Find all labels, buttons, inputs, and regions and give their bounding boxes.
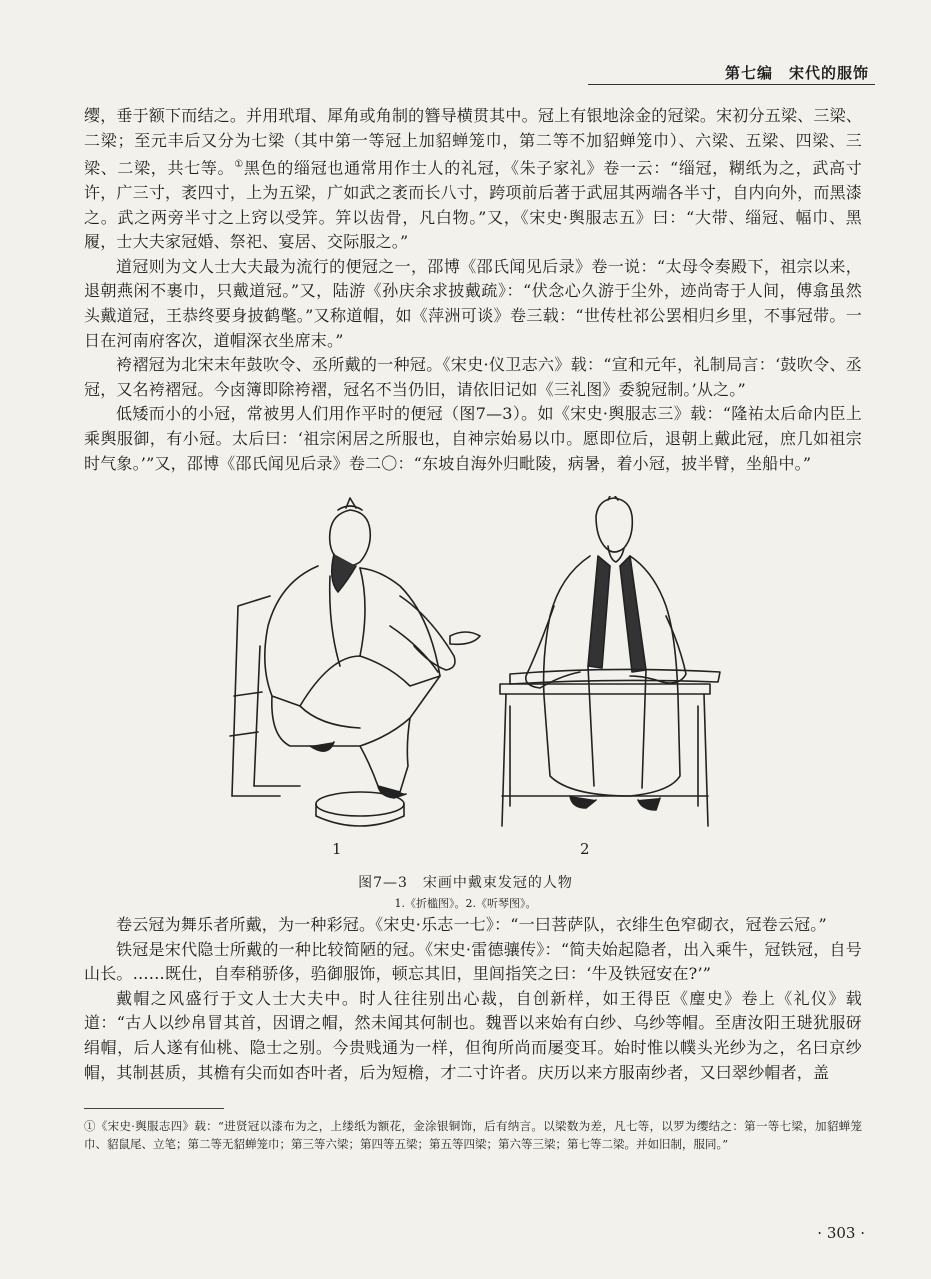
upper-text-block xyxy=(84,104,862,476)
footnote-rule xyxy=(84,1108,224,1109)
footnote-1: ①《宋史·舆服志四》载：“进贤冠以漆布为之，上缕纸为额花，金涂银铜饰，后有纳言。以梁数为差，凡七等，以罗为缨结之：第一等七梁，加貂蝉笼巾、貂鼠尾、立笔；第二等无貂蝉笼巾；第三等六梁；第四等五梁；第五等四梁；第六等三梁；第七等二梁。并如旧制，服同。” xyxy=(84,1119,862,1151)
figure-label-2: 2 xyxy=(580,840,590,858)
paragraph-text: 缨，垂于额下而结之。并用玳瑁、犀角或角制的簪导横贯其中。冠上有银地涂金的冠梁。宋初分五梁、三梁、二梁；至元丰后又分为七梁（其中第一等冠上加貂蝉笼巾，第二等不加貂蝉笼巾）、六梁、五梁、四梁、三梁、二梁，共七等。 xyxy=(84,106,862,178)
line-drawing-two-figures xyxy=(210,496,730,836)
paragraph-tie-guan: 铁冠是宋代隐士所戴的一种比较简陋的冠。《宋史·雷德骧传》：“简夫始起隐者，出入乘牛，冠铁冠，自号山长。……既仕，自奉稍骄侈，驺御服饰，顿忘其旧，里闾指笑之曰：‘牛及铁冠安在?’” xyxy=(84,939,862,984)
figure-label-1: 1 xyxy=(332,840,342,858)
paragraph-xiao-guan: 低矮而小的小冠，常被男人们用作平时的便冠（图7—3）。如《宋史·舆服志三》载：“隆祐太后命内臣上乘舆服御，有小冠。太后曰：‘祖宗闲居之所服也，自神宗始易以巾。愿即位后，退朝上戴此冠，庶几如祖宗时气象。’”又，邵博《邵氏闻见后录》卷二〇：“东坡自海外归毗陵，病暑，着小冠，披半臂，坐船中。” xyxy=(84,404,862,473)
qin-player-figure-drawing xyxy=(500,496,720,826)
header-rule xyxy=(588,84,875,85)
paragraph-kuzhe-guan: 袴褶冠为北宋末年鼓吹令、丞所戴的一种冠。《宋史·仪卫志六》载：“宣和元年，礼制局言：‘鼓吹令、丞冠，又名袴褶冠。今卤簿即除袴褶，冠名不当仍旧，请依旧记如《三礼图》委貌冠制。’从之。” xyxy=(84,355,862,399)
page-number: · 303 · xyxy=(817,1224,865,1242)
paragraph-dao-guan: 道冠则为文人士大夫最为流行的便冠之一，邵博《邵氏闻见后录》卷一说：“太母令奏殿下，祖宗以来，退朝燕闲不裹巾，只戴道冠。”又，陆游《孙庆余求披戴疏》：“伏念心久游于尘外，迹尚寄于人间，傅翕虽然头戴道冠，王恭终要身披鹤氅。”又称道帽，如《萍洲可谈》卷三载：“世传杜祁公罢相归乡里，不事冠带。一日在河南府客次，道帽深衣坐席末。” xyxy=(84,256,862,350)
paragraph-juanyun-guan: 卷云冠为舞乐者所戴，为一种彩冠。《宋史·乐志一七》：“一曰菩萨队，衣绯生色窄砌衣，冠卷云冠。” xyxy=(116,915,827,934)
lower-text-block xyxy=(84,913,862,1085)
paragraph-dai-mao: 戴帽之风盛行于文人士大夫中。时人往往别出心裁，自创新样，如王得臣《麈史》卷上《礼仪》载道：“古人以纱帛冒其首，因谓之帽，然未闻其何制也。魏晋以来始有白纱、乌纱等帽。至唐汝阳王琎犹服砑绢帽，后人遂有仙桃、隐士之别。今贵贱通为一样，但徇所尚而屡变耳。始时惟以幞头光纱为之，名曰京纱帽，其制甚质，其檐有尖而如杏叶者，后为短檐，才二寸许者。庆历以来方服南纱者，又曰翠纱帽者，盖 xyxy=(84,988,862,1082)
figure-caption: 图7—3 宋画中戴束发冠的人物 xyxy=(358,875,573,891)
footnote-reference[interactable]: ① xyxy=(234,159,244,171)
running-head: 第七编 宋代的服饰 xyxy=(724,64,869,82)
figure-7-3-illustration xyxy=(210,496,730,836)
seated-figure-drawing xyxy=(230,498,480,826)
paragraph-jinxian-guan xyxy=(84,104,862,255)
paragraph-text-continued: 黑色的缁冠也通常用作士人的礼冠，《朱子家礼》卷一云：“缁冠，糊纸为之，武高寸许，广三寸，袤四寸，上为五梁，广如武之袤而长八寸，跨项前后著于武屈其两端各半寸，自内向外，而黑漆之。武之两旁半寸之上窍以受笄。笄以齿骨，凡白物。”又，《宋史·舆服志五》曰：“大带、缁冠、幅巾、黑履，士大夫家冠婚、祭祀、宴居、交际服之。” xyxy=(84,158,862,252)
figure-subcaption: 1.《折槛图》。2.《听琴图》。 xyxy=(394,897,537,910)
